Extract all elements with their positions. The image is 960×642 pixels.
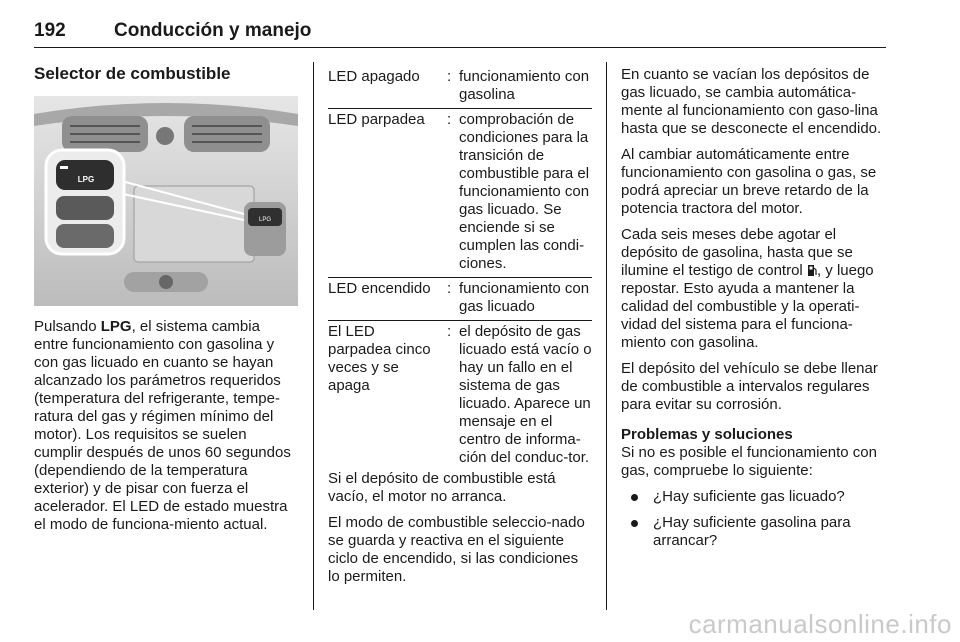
section-title: Selector de combustible: [34, 64, 231, 83]
led-row: [328, 66, 592, 109]
petrol-text-after: , y luego repostar. Esto ayuda a mantener la calidad del combustible y la operati-vidad del sistema para el funciona-miento con gasolina.: [621, 262, 874, 351]
led-row: [328, 278, 592, 321]
led-desc: funcionamiento con gasolina: [459, 68, 590, 103]
list-item-text: ¿Hay suficiente gas licuado?: [653, 488, 845, 505]
dashboard-illustration: [34, 96, 298, 306]
led-colon: :: [447, 280, 452, 297]
led-term: LED parpadea: [328, 111, 425, 128]
header-rule: [34, 47, 886, 48]
led-colon: :: [447, 68, 452, 85]
intro-prefix: Pulsando: [34, 318, 101, 335]
page-title: Conducción y manejo: [114, 20, 312, 41]
led-colon: :: [447, 323, 452, 340]
middle-column-text: [328, 470, 592, 594]
list-item-text: ¿Hay suficiente gasolina para arrancar?: [653, 514, 851, 549]
led-desc: funcionamiento con gas licuado: [459, 280, 590, 315]
page-header: [34, 20, 886, 48]
intro-paragraph: [34, 318, 298, 534]
troubleshooting-intro: Si no es posible el funcionamiento con gas, compruebe lo siguiente:: [621, 444, 877, 479]
intro-rest: , el sistema cambia entre funcionamiento con gasolina y con gas licuado en cuanto se hayan alcanzado los parámetros requeridos (temperatura del refrigerante, tempe-ratura del gas y régimen mínimo del motor). Los requisitos se suelen cumplir después de unos 60 segundos (dependiendo de la temperatura exterior) y de pisar con fuerza el acelerador. El LED de estado muestra el modo de funciona-miento actual.: [34, 318, 291, 533]
troubleshooting-heading: Problemas y soluciones: [621, 426, 793, 443]
led-term: El LED parpadea cinco veces y se apaga: [328, 323, 431, 394]
power-delay-paragraph: Al cambiar automáticamente entre funcionamiento con gasolina o gas, se podrá apreciar un breve retardo de la potencia tractora del motor.: [621, 146, 877, 217]
lpg-button-label: LPG: [77, 175, 95, 184]
lpg-bold: LPG: [100, 318, 132, 335]
led-status-table: [328, 66, 592, 471]
fuel-warning-icon: [807, 264, 817, 277]
petrol-tank-paragraph: [621, 226, 887, 352]
empty-tank-paragraph: Si el depósito de combustible está vacío, el motor no arranca.: [328, 470, 556, 505]
column-divider-left: [313, 62, 314, 610]
left-column-text: [34, 318, 298, 542]
list-item: [621, 488, 887, 506]
dashboard-figure: [34, 96, 298, 306]
led-term: LED apagado: [328, 68, 420, 85]
led-term: LED encendido: [328, 280, 431, 297]
fuel-mode-paragraph: El modo de combustible seleccio-nado se guarda y reactiva en el siguiente ciclo de encendido, si las condiciones lo permiten.: [328, 514, 585, 585]
page-number: 192: [34, 20, 66, 41]
svg-text:LPG: LPG: [258, 217, 272, 223]
corrosion-paragraph: El depósito del vehículo se debe llenar de combustible a intervalos regulares para evitar su corrosión.: [621, 360, 878, 413]
led-desc: el depósito de gas licuado está vacío o hay un fallo en el sistema de gas licuado. Aparece un mensaje en el centro de informa-ción del conduc-tor.: [459, 323, 592, 466]
led-colon: :: [447, 111, 452, 128]
led-row: [328, 109, 592, 278]
auto-switch-paragraph: En cuanto se vacían los depósitos de gas licuado, se cambia automática-mente al funcionamiento con gaso-lina hasta que se desconecte el encendido.: [621, 66, 882, 137]
right-column-text: [621, 66, 887, 558]
column-divider-right: [606, 62, 607, 610]
check-list: [621, 488, 887, 550]
bullet-icon: [631, 520, 638, 527]
led-desc: comprobación de condiciones para la transición de combustible para el funcionamiento con gas licuado. Se enciende si se cumplen las condi-ciones.: [459, 111, 590, 272]
watermark: carmanualsonline.info: [688, 609, 952, 639]
petrol-text-before: Cada seis meses debe agotar el depósito de gasolina, hasta que se ilumine el testigo de control: [621, 226, 853, 279]
bullet-icon: [631, 494, 638, 501]
led-row: [328, 321, 592, 471]
list-item: [621, 514, 887, 550]
